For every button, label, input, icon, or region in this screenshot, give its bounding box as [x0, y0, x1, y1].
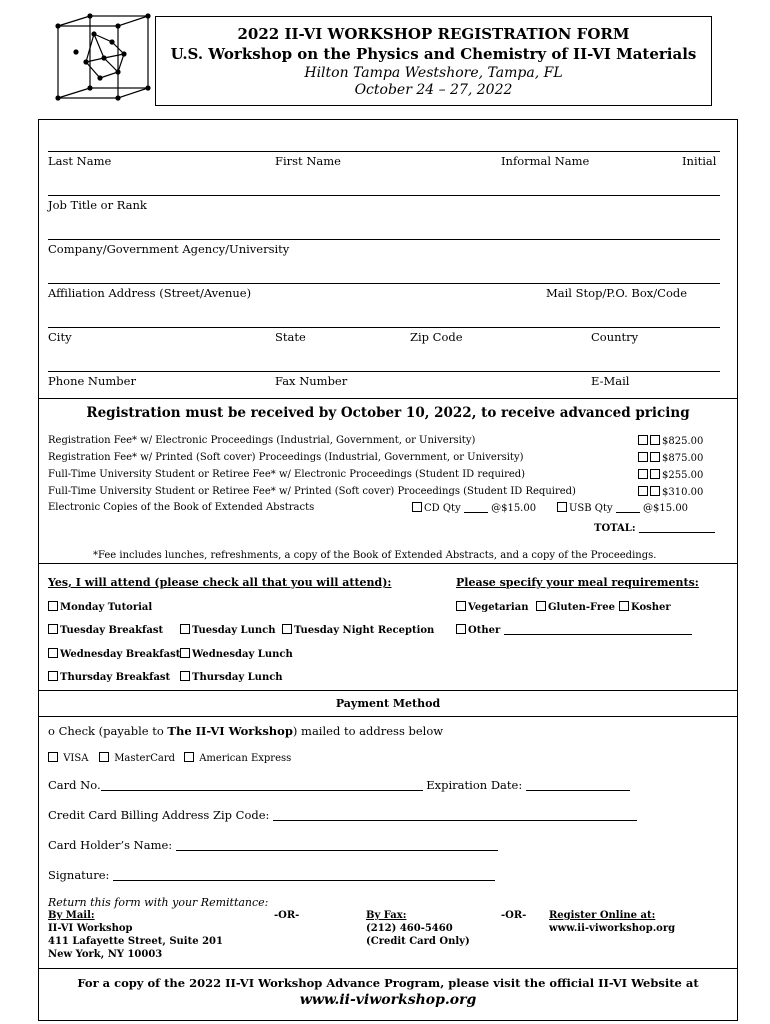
phone-label: Phone Number [48, 374, 136, 388]
checkbox-icon[interactable] [282, 624, 292, 634]
checkbox-icon[interactable] [48, 601, 58, 611]
event-dates: October 24 – 27, 2022 [354, 82, 513, 98]
first-name-label: First Name [275, 154, 341, 168]
checkbox-icon[interactable] [180, 648, 190, 658]
usb-option[interactable]: USB Qty @$15.00 [557, 502, 688, 514]
fee-item-price[interactable]: $255.00 [638, 469, 703, 481]
wednesday-lunch-option[interactable]: Wednesday Lunch [180, 648, 293, 660]
billing-zip-row[interactable]: Credit Card Billing Address Zip Code: [48, 808, 637, 822]
fee-item-price[interactable]: $875.00 [638, 452, 703, 464]
other-meal-field[interactable] [504, 634, 692, 635]
checkbox-icon[interactable] [638, 452, 648, 462]
attendance-heading: Yes, I will attend (please check all that you will attend): [48, 576, 392, 589]
company-line[interactable] [48, 239, 720, 240]
card-holder-field[interactable] [176, 850, 498, 851]
fax-label: Fax Number [275, 374, 348, 388]
checkbox-icon[interactable] [638, 486, 648, 496]
gluten-free-option[interactable]: Gluten-Free [536, 601, 615, 613]
cd-qty-field[interactable] [464, 512, 488, 513]
checkbox-icon[interactable] [557, 502, 567, 512]
checkbox-icon[interactable] [180, 671, 190, 681]
card-number-row[interactable]: Card No. Expiration Date: [48, 778, 630, 792]
informal-name-label: Informal Name [501, 154, 590, 168]
register-online-label: Register Online at: [549, 910, 656, 921]
checkbox-icon[interactable] [638, 469, 648, 479]
city-line[interactable] [48, 327, 720, 328]
total-row[interactable]: TOTAL: [594, 523, 715, 534]
fee-item-price[interactable]: $310.00 [638, 486, 703, 498]
section-divider [39, 563, 737, 564]
other-meal-option[interactable]: Other [456, 624, 692, 636]
billing-zip-field[interactable] [273, 820, 637, 821]
form-frame [38, 119, 738, 1021]
checkbox-icon[interactable] [48, 648, 58, 658]
by-mail-label: By Mail: [48, 910, 95, 921]
usb-qty-field[interactable] [616, 512, 640, 513]
check-payee: The II-VI Workshop [167, 724, 293, 738]
checkbox-icon[interactable] [619, 601, 629, 611]
checkbox-icon[interactable] [650, 469, 660, 479]
mail-city: New York, NY 10003 [48, 949, 163, 960]
section-divider [39, 968, 737, 969]
thursday-breakfast-option[interactable]: Thursday Breakfast [48, 671, 170, 683]
job-title-label: Job Title or Rank [48, 198, 147, 212]
email-label: E-Mail [591, 374, 630, 388]
or-separator: -OR- [501, 910, 527, 921]
mail-street: 411 Lafayette Street, Suite 201 [48, 936, 223, 947]
or-separator: -OR- [274, 910, 300, 921]
checkbox-icon[interactable] [650, 452, 660, 462]
signature-row[interactable]: Signature: [48, 868, 495, 882]
city-label: City [48, 330, 72, 344]
lattice-logo [52, 12, 152, 107]
checkbox-icon[interactable] [638, 435, 648, 445]
checkbox-icon[interactable] [180, 624, 190, 634]
section-divider [39, 398, 737, 399]
mail-stop-label: Mail Stop/P.O. Box/Code [546, 286, 688, 300]
job-title-line[interactable] [48, 195, 720, 196]
visa-option[interactable]: VISA [48, 752, 88, 764]
checkbox-icon[interactable] [536, 601, 546, 611]
payment-heading: Payment Method [335, 697, 441, 710]
footer-text: For a copy of the 2022 II-VI Workshop Advance Program, please visit the official II-VI Website at [77, 976, 699, 990]
fee-item-label: Registration Fee* w/ Electronic Proceedings (Industrial, Government, or University) [48, 435, 476, 446]
checkbox-icon[interactable] [456, 601, 466, 611]
card-number-field[interactable] [101, 790, 423, 791]
total-field[interactable] [639, 532, 715, 533]
wednesday-breakfast-option[interactable]: Wednesday Breakfast [48, 648, 180, 660]
tuesday-breakfast-option[interactable]: Tuesday Breakfast [48, 624, 163, 636]
section-divider [39, 716, 737, 717]
checkbox-icon[interactable] [48, 752, 58, 762]
checkbox-icon[interactable] [650, 486, 660, 496]
last-name-label: Last Name [48, 154, 112, 168]
footer-link[interactable]: www.ii-viworkshop.org [299, 992, 477, 1008]
mail-org: II-VI Workshop [48, 923, 133, 934]
zip-label: Zip Code [410, 330, 463, 344]
checkbox-icon[interactable] [99, 752, 109, 762]
amex-option[interactable]: American Express [184, 752, 291, 764]
initial-label: Initial [682, 154, 717, 168]
monday-tutorial-option[interactable]: Monday Tutorial [48, 601, 152, 613]
fax-note: (Credit Card Only) [366, 936, 470, 947]
tuesday-lunch-option[interactable]: Tuesday Lunch [180, 624, 275, 636]
meal-heading: Please specify your meal requirements: [456, 576, 699, 589]
kosher-option[interactable]: Kosher [619, 601, 671, 613]
fax-number: (212) 460-5460 [366, 923, 453, 934]
state-label: State [275, 330, 306, 344]
check-option[interactable]: o Check (payable to The II-VI Workshop) mailed to address below [48, 724, 444, 738]
phone-line[interactable] [48, 371, 720, 372]
form-title: 2022 II-VI WORKSHOP REGISTRATION FORM [237, 25, 630, 43]
signature-field[interactable] [113, 880, 495, 881]
company-label: Company/Government Agency/University [48, 242, 290, 256]
venue: Hilton Tampa Westshore, Tampa, FL [304, 65, 563, 81]
tuesday-reception-option[interactable]: Tuesday Night Reception [282, 624, 434, 636]
vegetarian-option[interactable]: Vegetarian [456, 601, 528, 613]
return-intro: Return this form with your Remittance: [48, 896, 269, 909]
form-subtitle: U.S. Workshop on the Physics and Chemistry of II-VI Materials [170, 45, 697, 63]
section-divider [39, 690, 737, 691]
fee-item-label: Full-Time University Student or Retiree Fee* w/ Printed (Soft cover) Proceedings (Student ID Required) [48, 486, 576, 497]
form-header [155, 16, 712, 106]
fee-item-price[interactable]: $825.00 [638, 435, 703, 447]
thursday-lunch-option[interactable]: Thursday Lunch [180, 671, 283, 683]
fee-item-label: Registration Fee* w/ Printed (Soft cover) Proceedings (Industrial, Government, or University) [48, 452, 524, 463]
checkbox-icon[interactable] [184, 752, 194, 762]
fee-footnote: *Fee includes lunches, refreshments, a copy of the Book of Extended Abstracts, and a copy of the Proceedings. [93, 550, 657, 561]
cd-option[interactable]: CD Qty @$15.00 [412, 502, 536, 514]
name-line[interactable] [48, 151, 720, 152]
address-label: Affiliation Address (Street/Avenue) [48, 286, 252, 300]
checkbox-icon[interactable] [48, 671, 58, 681]
country-label: Country [591, 330, 639, 344]
expiration-field[interactable] [526, 790, 630, 791]
fees-heading: Registration must be received by October 10, 2022, to receive advanced pricing [86, 405, 690, 421]
checkbox-icon[interactable] [48, 624, 58, 634]
checkbox-icon[interactable] [412, 502, 422, 512]
abstracts-label: Electronic Copies of the Book of Extended Abstracts [48, 502, 315, 513]
checkbox-icon[interactable] [650, 435, 660, 445]
address-line[interactable] [48, 283, 720, 284]
by-fax-label: By Fax: [366, 910, 407, 921]
register-online-link[interactable]: www.ii-viworkshop.org [549, 923, 676, 934]
card-holder-row[interactable]: Card Holder’s Name: [48, 838, 498, 852]
checkbox-icon[interactable] [456, 624, 466, 634]
fee-item-label: Full-Time University Student or Retiree Fee* w/ Electronic Proceedings (Student ID required) [48, 469, 526, 480]
mastercard-option[interactable]: MasterCard [99, 752, 175, 764]
